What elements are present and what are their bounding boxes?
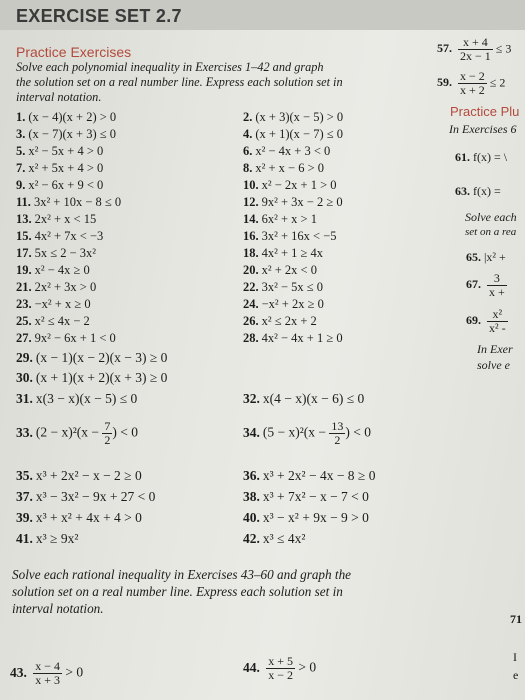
exercise-31: 31. x(3 − x)(x − 5) ≤ 0 <box>16 391 138 406</box>
exercise-43: 43. $\frac{x - 4}{x + 3}$ > 0 <box>10 659 84 687</box>
exercise-57: 57. $\frac{x + 4}{2x - 1}$ ≤ 3 <box>437 35 512 63</box>
exercise-67: 67. $\frac{3}{x +}$ <box>466 271 505 299</box>
exercise-12: 12. 9x² + 3x − 2 ≥ 0 <box>243 195 343 209</box>
exercise-15: 15. 4x² + 7x < −3 <box>16 229 104 243</box>
exercise-41: 41. x³ ≥ 9x² <box>16 531 79 546</box>
exercise-10: 10. x² − 2x + 1 > 0 <box>243 178 337 192</box>
exercise-32: 32. x(4 − x)(x − 6) ≤ 0 <box>243 391 365 406</box>
exercise-13: 13. 2x² + x < 15 <box>16 212 97 226</box>
exercise-63: 63. f(x) = <box>455 184 501 198</box>
exercise-6: 6. x² − 4x + 3 < 0 <box>243 144 331 158</box>
exercise-35: 35. x³ + 2x² − x − 2 ≥ 0 <box>16 468 142 483</box>
exercise-29: 29. (x − 1)(x − 2)(x − 3) ≥ 0 <box>16 350 168 365</box>
fraction-13-2: $\frac{13}{2}$ <box>331 419 344 447</box>
set-on-text: set on a rea <box>465 226 517 238</box>
instructions-line-2: the solution set on a real number line. Express each solution set in <box>16 75 343 89</box>
exercise-set-title: EXERCISE SET 2.7 <box>16 6 182 26</box>
exercise-59: 59. $\frac{x - 2}{x + 2}$ ≤ 2 <box>437 69 506 97</box>
exercise-42: 42. x³ ≤ 4x² <box>243 531 306 546</box>
exercise-37: 37. x³ − 3x² − 9x + 27 < 0 <box>16 489 156 504</box>
instructions-line-3: interval notation. <box>16 90 102 104</box>
exercise-1: 1. (x − 4)(x + 2) > 0 <box>16 110 117 124</box>
exercise-34: 34. (5 − x)²(x − $\frac{13}{2}$ ) < 0 <box>243 419 371 447</box>
rational-instructions-line-3: interval notation. <box>12 601 104 616</box>
fraction-44: $\frac{x + 5}{x - 2}$ <box>268 654 294 682</box>
exercise-26: 26. x² ≤ 2x + 2 <box>243 314 317 328</box>
exercise-44: 44. $\frac{x + 5}{x - 2}$ > 0 <box>243 654 317 682</box>
edge-71: 71 <box>510 612 522 626</box>
exercise-27: 27. 9x² − 6x + 1 < 0 <box>16 331 116 345</box>
exercise-11: 11. 3x² + 10x − 8 ≤ 0 <box>16 195 122 209</box>
fraction-43: $\frac{x - 4}{x + 3}$ <box>35 659 61 687</box>
exercise-19: 19. x² − 4x ≥ 0 <box>16 263 90 277</box>
edge-e: e <box>513 668 519 682</box>
exercise-22: 22. 3x² − 5x ≤ 0 <box>243 280 324 294</box>
fraction-57: $\frac{x + 4}{2x - 1}$ <box>460 35 491 63</box>
exercise-5: 5. x² − 5x + 4 > 0 <box>16 144 104 158</box>
instructions-line-1: Solve each polynomial inequality in Exercises 1–42 and graph <box>16 60 324 74</box>
exercise-18: 18. 4x² + 1 ≥ 4x <box>243 246 324 260</box>
fraction-69: $\frac{\text{x²}}{\text{x² -}}$ <box>489 307 506 335</box>
exercise-3: 3. (x − 7)(x + 3) ≤ 0 <box>16 127 116 141</box>
exercise-30: 30. (x + 1)(x + 2)(x + 3) ≥ 0 <box>16 370 168 385</box>
in-exercises-text: In Exercises 6 <box>449 122 517 136</box>
exercise-16: 16. 3x² + 16x < −5 <box>243 229 337 243</box>
exercise-28: 28. 4x² − 4x + 1 ≥ 0 <box>243 331 343 345</box>
exercise-33: 33. (2 − x)²(x − $\frac{7}{2}$ ) < 0 <box>16 419 138 447</box>
exercise-65: 65. |x² + <box>466 250 506 264</box>
exercise-39: 39. x³ + x² + 4x + 4 > 0 <box>16 510 142 525</box>
exercise-69: 69. $\frac{\text{x²}}{\text{x² -}}$ <box>466 307 506 335</box>
solve-each-text: Solve each <box>465 210 517 224</box>
rational-instructions-line-2: solution set on a real number line. Express each solution set in <box>12 584 343 599</box>
fraction-67: $\frac{3}{x +}$ <box>489 271 505 299</box>
exercise-4: 4. (x + 1)(x − 7) ≤ 0 <box>243 127 343 141</box>
exercise-23: 23. −x² + x ≥ 0 <box>16 297 91 311</box>
rational-instructions-line-1: Solve each rational inequality in Exercises 43–60 and graph the <box>12 567 352 582</box>
exercise-25: 25. x² ≤ 4x − 2 <box>16 314 90 328</box>
exercise-38: 38. x³ + 7x² − x − 7 < 0 <box>243 489 369 504</box>
practice-exercises-title: Practice Exercises <box>16 44 132 60</box>
exercise-20: 20. x² + 2x < 0 <box>243 263 317 277</box>
exercise-21: 21. 2x² + 3x > 0 <box>16 280 97 294</box>
exercise-61: 61. f(x) = \ <box>455 150 508 164</box>
exercise-2: 2. (x + 3)(x − 5) > 0 <box>243 110 344 124</box>
exercise-24: 24. −x² + 2x ≥ 0 <box>243 297 324 311</box>
exercise-17: 17. 5x ≤ 2 − 3x² <box>16 246 97 260</box>
exercise-14: 14. 6x² + x > 1 <box>243 212 317 226</box>
in-exer-text: In Exer <box>477 342 513 356</box>
exercise-7: 7. x² + 5x + 4 > 0 <box>16 161 104 175</box>
edge-I: I <box>513 650 517 664</box>
exercise-40: 40. x³ − x² + 9x − 9 > 0 <box>243 510 369 525</box>
exercise-36: 36. x³ + 2x² − 4x − 8 ≥ 0 <box>243 468 376 483</box>
exercise-9: 9. x² − 6x + 9 < 0 <box>16 178 104 192</box>
fraction-59: $\frac{x - 2}{x + 2}$ <box>460 69 485 97</box>
exercise-8: 8. x² + x − 6 > 0 <box>243 161 325 175</box>
practice-plus-title: Practice Plu <box>450 104 520 119</box>
fraction-7-2: $\frac{7}{2}$ <box>104 419 111 447</box>
solve-e-text: solve e <box>477 358 510 372</box>
